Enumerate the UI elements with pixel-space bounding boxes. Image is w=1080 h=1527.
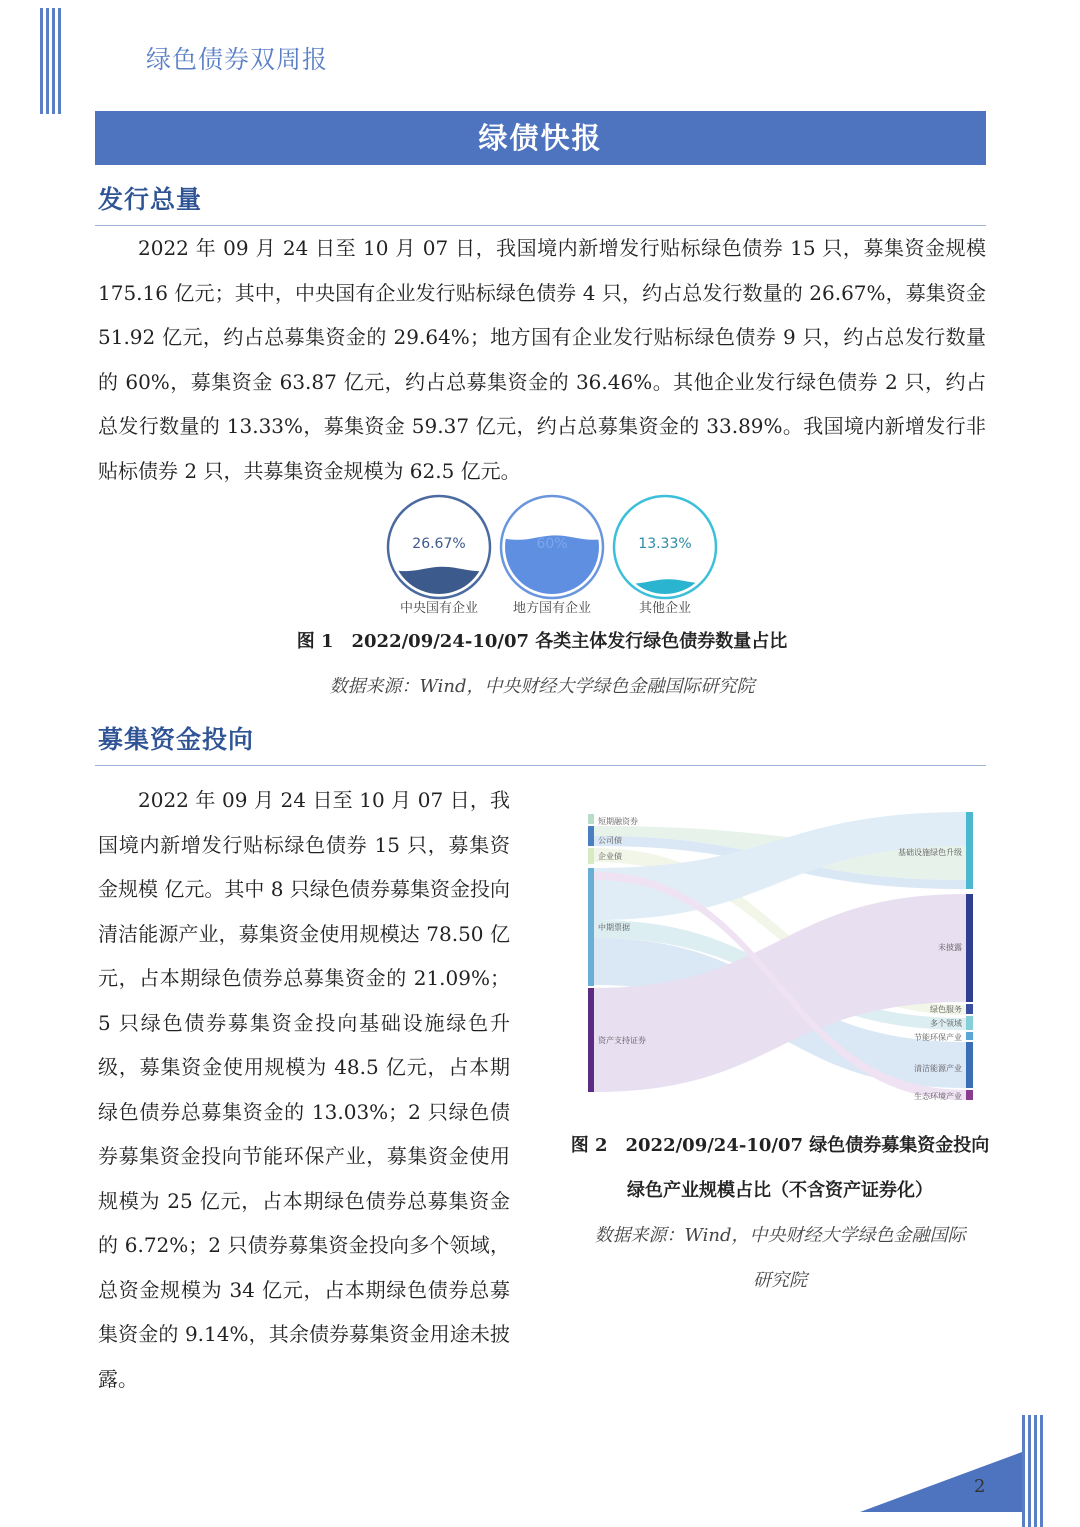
bubble-label: 中央国有企业 bbox=[399, 601, 478, 616]
bubble-label: 其他企业 bbox=[638, 601, 691, 616]
sankey-node bbox=[966, 812, 973, 889]
issuance-paragraph: 2022 年 09 月 24 日至 10 月 07 日，我国境内新增发行贴标绿色债券 15 只，募集资金规模 175.16 亿元；其中，中央国有企业发行贴标绿色债券 4 只，约占总发行数量的 26.67%，募集资金 51.92 亿元，约占总募集资金的 29.64%；地方国有企业发行贴标绿色债券 9 只，约占总发行数量的 60%，募集资金 63.87 亿元，约占总募集资金的 36.46%。其他企业发行绿色债券 2 只，约占总发行数量的 13.33%，募集资金 59.37 亿元，约占总募集资金的 33.89%。我国境内新增发行非贴标债券 2 只，共募集资金规模为 62.5 亿元。 bbox=[98, 236, 986, 483]
sankey-node bbox=[966, 1016, 973, 1030]
banner-title: 绿债快报 bbox=[95, 111, 986, 165]
bubble-label: 地方国有企业 bbox=[512, 601, 591, 616]
sankey-source-label: 短期融资券 bbox=[598, 817, 638, 826]
sankey-diagram bbox=[588, 810, 980, 1102]
report-title: 绿色债券双周报 bbox=[146, 45, 329, 74]
sankey-node bbox=[966, 1032, 973, 1040]
sankey-node bbox=[588, 848, 594, 864]
sankey-source-label: 企业债 bbox=[598, 852, 622, 861]
bubble-value: 26.67% bbox=[412, 536, 466, 552]
page-number: 2 bbox=[974, 1476, 986, 1497]
sankey-target-label: 绿色服务 bbox=[930, 1005, 962, 1014]
bubble-central-soe bbox=[386, 494, 492, 600]
sankey-target-label: 生态环境产业 bbox=[914, 1092, 962, 1101]
bubble-value: 60% bbox=[536, 536, 568, 552]
figure-2-source-line-2: 研究院 bbox=[753, 1270, 807, 1291]
section-heading-issuance: 发行总量 bbox=[98, 185, 203, 214]
bubble-other-enterprise bbox=[612, 494, 718, 600]
sankey-node bbox=[966, 1042, 973, 1088]
footer-triangle-decoration bbox=[860, 1452, 1022, 1512]
bubble-local-soe bbox=[499, 494, 605, 600]
figure-2-caption-line-2: 绿色产业规模占比（不含资产证券化） bbox=[627, 1180, 933, 1201]
section-divider bbox=[95, 765, 986, 766]
sankey-node bbox=[966, 1004, 973, 1014]
sankey-node bbox=[966, 894, 973, 1002]
fund-use-paragraph: 2022 年 09 月 24 日至 10 月 07 日，我国境内新增发行贴标绿色债券 15 只，募集资金规模 亿元。其中 8 只绿色债券募集资金投向清洁能源产业，募集资金使用规模达 78.50 亿元，占本期绿色债券总募集资金的 21.09%；5 只绿色债券募集资金投向基础设施绿色升级，募集资金使用规模为 48.5 亿元，占本期绿色债券总募集资金的 13.03%；2 只绿色债券募集资金投向节能环保产业，募集资金使用规模为 25 亿元，占本期绿色债券总募集资金的 6.72%；2 只债券募集资金投向多个领域，总资金规模为 34 亿元，占本期绿色债券总募集资金的 9.14%，其余债券募集资金用途未披露。 bbox=[98, 788, 510, 1391]
sankey-target-label: 基础设施绿色升级 bbox=[898, 848, 962, 857]
bubble-value: 13.33% bbox=[638, 536, 692, 552]
figure-2-caption-line-1: 图 2 2022/09/24-10/07 绿色债券募集资金投向 bbox=[570, 1135, 990, 1156]
sankey-target-label: 未披露 bbox=[938, 943, 962, 952]
figure-1-source: 数据来源：Wind，中央财经大学绿色金融国际研究院 bbox=[329, 676, 755, 697]
footer-decoration-bars bbox=[1022, 1415, 1048, 1527]
sankey-source-label: 资产支持证券 bbox=[598, 1036, 646, 1045]
sankey-source-label: 公司债 bbox=[598, 836, 622, 845]
figure-2-source-line-1: 数据来源：Wind，中央财经大学绿色金融国际 bbox=[594, 1225, 966, 1246]
sankey-node bbox=[588, 814, 594, 824]
figure-1-caption: 图 1 2022/09/24-10/07 各类主体发行绿色债券数量占比 bbox=[296, 631, 788, 652]
section-heading-fund-use: 募集资金投向 bbox=[98, 725, 255, 754]
sankey-target-label: 清洁能源产业 bbox=[914, 1064, 962, 1073]
header-decoration-bars bbox=[40, 8, 66, 114]
sankey-node bbox=[966, 1090, 973, 1100]
sankey-target-label: 节能环保产业 bbox=[914, 1033, 962, 1042]
sankey-target-label: 多个领域 bbox=[930, 1019, 962, 1028]
sankey-node bbox=[588, 868, 594, 986]
sankey-source-label: 中期票据 bbox=[598, 923, 630, 932]
sankey-node bbox=[588, 988, 594, 1092]
sankey-node bbox=[588, 826, 594, 846]
